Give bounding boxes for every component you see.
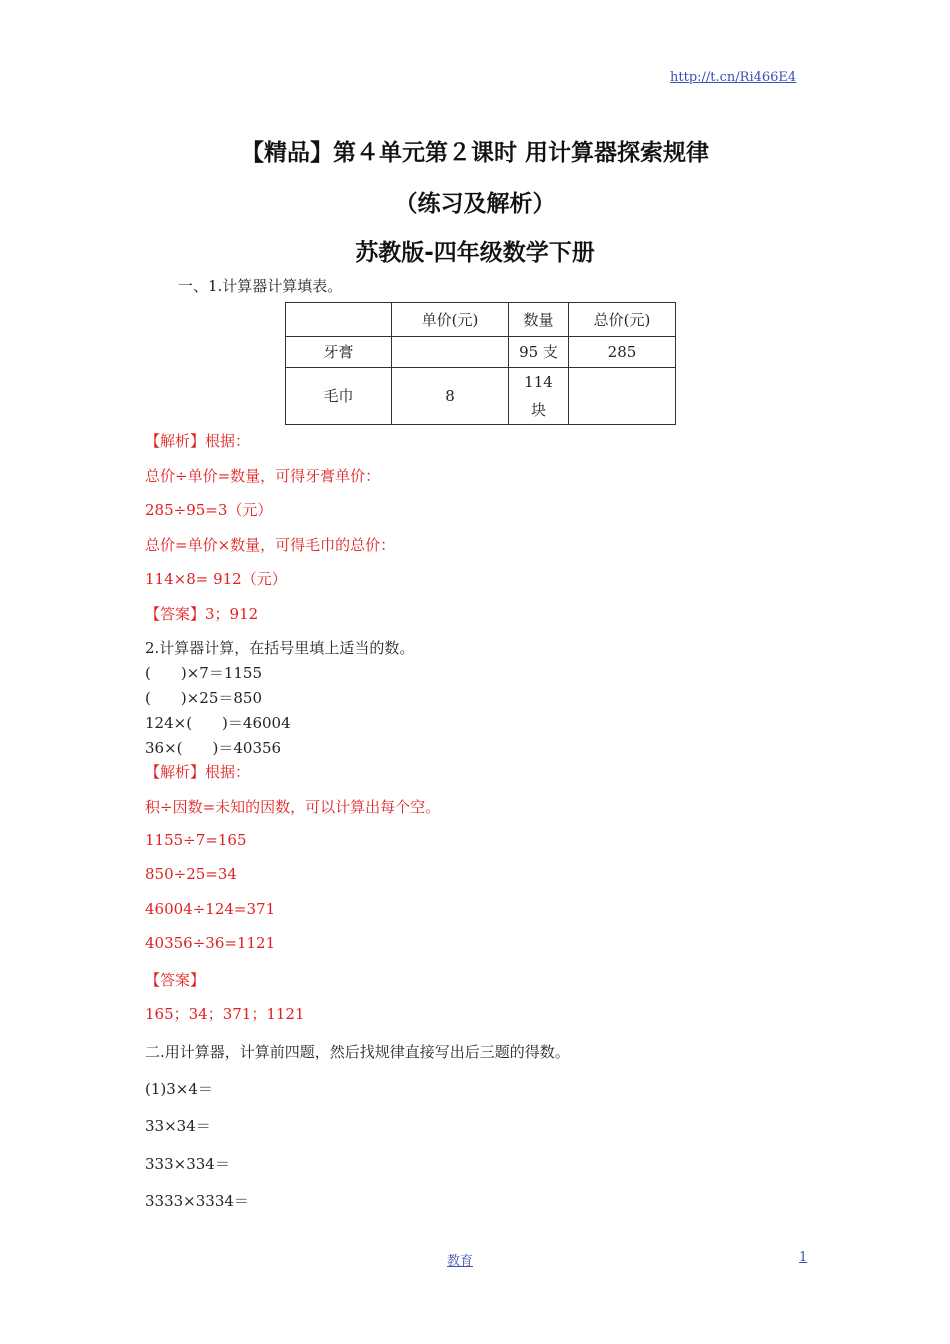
- analysis-line: 114×8= 912（元）: [145, 570, 287, 588]
- problem-line: 333×334＝: [145, 1155, 230, 1173]
- table-header-cell: 数量: [509, 303, 569, 337]
- problem-line: (1)3×4＝: [145, 1080, 213, 1098]
- doc-title-line3: 苏教版-四年级数学下册: [355, 240, 595, 266]
- problem-line: ( )×25＝850: [145, 689, 262, 707]
- doc-title-line2: （练习及解析）: [394, 191, 556, 217]
- analysis-line: 积÷因数=未知的因数，可以计算出每个空。: [145, 798, 441, 816]
- table-header-row: [286, 303, 676, 337]
- header-url-link[interactable]: http://t.cn/Ri466E4: [670, 70, 797, 85]
- qty-line1: 114: [524, 373, 553, 391]
- analysis-line: 285÷95=3（元）: [145, 501, 273, 519]
- analysis-line: 总价=单价×数量，可得毛巾的总价：: [145, 536, 396, 554]
- table-cell: [392, 337, 509, 368]
- section1-heading: 一、1.计算器计算填表。: [178, 277, 343, 295]
- table-row: [286, 368, 676, 425]
- table-cell: [569, 368, 676, 425]
- price-table: [285, 302, 676, 425]
- page-number-link[interactable]: 1: [799, 1250, 808, 1265]
- problem-line: 3333×3334＝: [145, 1192, 249, 1210]
- problem-line: 33×34＝: [145, 1117, 211, 1135]
- table-cell: 毛巾: [286, 368, 392, 425]
- analysis-label: 【解析】根据：: [145, 432, 251, 450]
- analysis-line: 46004÷124=371: [145, 900, 276, 918]
- doc-title-line1: 【精品】第４单元第２课时 用计算器探索规律: [240, 140, 709, 166]
- table-cell: 牙膏: [286, 337, 392, 368]
- problem-line: 124×( )＝46004: [145, 714, 291, 732]
- answer-line: 165；34；371；1121: [145, 1005, 305, 1023]
- answer-label: 【答案】: [145, 971, 206, 989]
- analysis-line: 1155÷7=165: [145, 831, 247, 849]
- qty-line2: 块: [530, 401, 546, 419]
- table-header-cell: [286, 303, 392, 337]
- table-cell-qty: [509, 368, 569, 425]
- section2-heading: 2.计算器计算，在括号里填上适当的数。: [145, 639, 415, 657]
- analysis-line: 总价÷单价=数量，可得牙膏单价：: [145, 467, 381, 485]
- table-cell: 285: [569, 337, 676, 368]
- table-cell: 8: [392, 368, 509, 425]
- table-row: [286, 337, 676, 368]
- analysis-label: 【解析】根据：: [145, 763, 251, 781]
- analysis-line: 850÷25=34: [145, 865, 237, 883]
- problem-line: 36×( )＝40356: [145, 739, 282, 757]
- answer-line: 【答案】3；912: [145, 605, 259, 623]
- footer-center-link[interactable]: 教育: [447, 1254, 474, 1269]
- table-header-cell: 单价(元): [392, 303, 509, 337]
- table-cell: 95 支: [509, 337, 569, 368]
- table-header-cell: 总价(元): [569, 303, 676, 337]
- analysis-line: 40356÷36=1121: [145, 934, 276, 952]
- problem-line: ( )×7＝1155: [145, 664, 262, 682]
- section3-heading: 二.用计算器，计算前四题，然后找规律直接写出后三题的得数。: [145, 1043, 570, 1061]
